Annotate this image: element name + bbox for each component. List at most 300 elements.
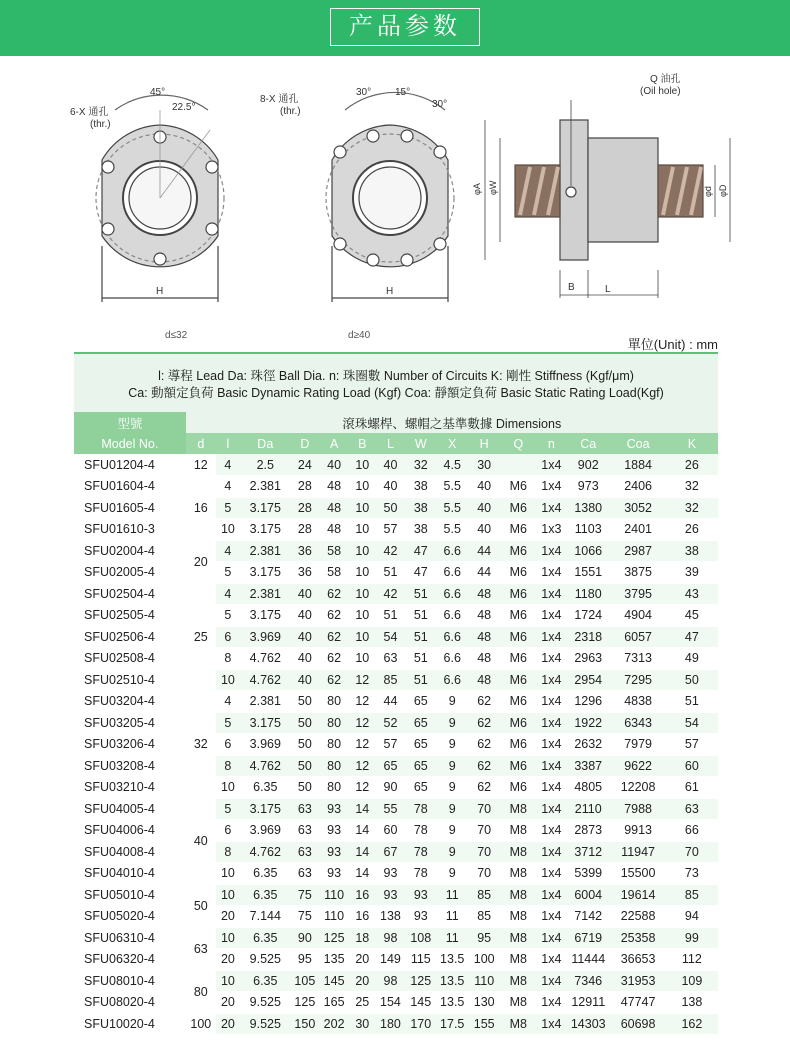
dim-phi-d-small: φd: [703, 186, 713, 197]
value-cell: 6.35: [240, 927, 291, 949]
shaft-diameter-cell: 40: [186, 798, 216, 884]
value-cell: 4.762: [240, 648, 291, 670]
model-cell: SFU03210-4: [74, 777, 186, 799]
value-cell: 40: [291, 605, 319, 627]
flange-drawing-8-hole: [326, 92, 454, 302]
value-cell: 154: [375, 992, 405, 1014]
value-cell: 3875: [610, 562, 665, 584]
value-cell: 40: [375, 454, 405, 476]
value-cell: 51: [406, 648, 436, 670]
value-cell: 6.6: [436, 540, 469, 562]
value-cell: 51: [375, 605, 405, 627]
value-cell: 3.175: [240, 712, 291, 734]
value-cell: 40: [291, 626, 319, 648]
model-cell: SFU03204-4: [74, 691, 186, 713]
shaft-diameter-cell: 63: [186, 927, 216, 970]
left-thr-label: (thr.): [90, 119, 111, 130]
value-cell: 4.762: [240, 841, 291, 863]
value-cell: 145: [319, 970, 349, 992]
value-cell: 3.175: [240, 519, 291, 541]
value-cell: 10: [349, 605, 375, 627]
value-cell: M6: [500, 540, 537, 562]
value-cell: 54: [666, 712, 718, 734]
shaft-diameter-cell: 16: [186, 476, 216, 541]
value-cell: 63: [291, 863, 319, 885]
value-cell: 50: [291, 712, 319, 734]
value-cell: 48: [468, 605, 499, 627]
value-cell: 11: [436, 927, 469, 949]
value-cell: 95: [291, 949, 319, 971]
value-cell: 14: [349, 798, 375, 820]
value-cell: 3795: [610, 583, 665, 605]
value-cell: 54: [375, 626, 405, 648]
value-cell: M6: [500, 562, 537, 584]
value-cell: 73: [666, 863, 718, 885]
value-cell: 58: [319, 540, 349, 562]
value-cell: 9: [436, 863, 469, 885]
value-cell: 40: [291, 648, 319, 670]
value-cell: 2873: [566, 820, 610, 842]
model-cell: SFU01605-4: [74, 497, 186, 519]
value-cell: 6719: [566, 927, 610, 949]
model-cell: SFU01610-3: [74, 519, 186, 541]
value-cell: 2406: [610, 476, 665, 498]
value-cell: 50: [291, 734, 319, 756]
value-cell: 145: [406, 992, 436, 1014]
value-cell: 62: [319, 648, 349, 670]
table-row: [74, 476, 718, 498]
value-cell: 3.175: [240, 562, 291, 584]
value-cell: 1x4: [537, 691, 566, 713]
value-cell: 93: [406, 906, 436, 928]
value-cell: 4: [216, 540, 240, 562]
model-cell: SFU08010-4: [74, 970, 186, 992]
middle-thr-label: (thr.): [280, 106, 301, 117]
value-cell: 162: [666, 1013, 718, 1035]
value-cell: 80: [319, 734, 349, 756]
left-angle-22: 22.5°: [172, 102, 196, 113]
value-cell: 110: [319, 906, 349, 928]
value-cell: 5: [216, 562, 240, 584]
value-cell: M8: [500, 1013, 537, 1035]
column-header-d: d: [186, 433, 216, 454]
value-cell: 61: [666, 777, 718, 799]
value-cell: 58: [319, 562, 349, 584]
model-cell: SFU03206-4: [74, 734, 186, 756]
value-cell: 90: [291, 927, 319, 949]
value-cell: 16: [349, 906, 375, 928]
value-cell: 36653: [610, 949, 665, 971]
column-header-q: Q: [500, 433, 537, 454]
model-cell: SFU02506-4: [74, 626, 186, 648]
value-cell: 5: [216, 605, 240, 627]
value-cell: 1x4: [537, 755, 566, 777]
value-cell: 125: [406, 970, 436, 992]
value-cell: 1x4: [537, 476, 566, 498]
dim-l: L: [605, 284, 611, 295]
dimensions-header: 滾珠螺桿、螺帽之基準數據 Dimensions: [186, 412, 718, 433]
column-header-h: H: [468, 433, 499, 454]
value-cell: 6.35: [240, 884, 291, 906]
value-cell: 125: [291, 992, 319, 1014]
value-cell: 1380: [566, 497, 610, 519]
value-cell: 40: [375, 476, 405, 498]
model-cell: SFU01604-4: [74, 476, 186, 498]
value-cell: 7313: [610, 648, 665, 670]
value-cell: 1x4: [537, 669, 566, 691]
value-cell: 135: [319, 949, 349, 971]
value-cell: 10: [216, 884, 240, 906]
value-cell: 1066: [566, 540, 610, 562]
value-cell: 4.762: [240, 669, 291, 691]
value-cell: 1x4: [537, 949, 566, 971]
value-cell: 138: [666, 992, 718, 1014]
table-row: [74, 605, 718, 627]
value-cell: 62: [319, 669, 349, 691]
value-cell: 47: [406, 540, 436, 562]
value-cell: 13.5: [436, 949, 469, 971]
shaft-diameter-cell: 20: [186, 540, 216, 583]
value-cell: M8: [500, 841, 537, 863]
value-cell: 6.35: [240, 970, 291, 992]
column-header-x: X: [436, 433, 469, 454]
table-row: [74, 949, 718, 971]
value-cell: 9: [436, 841, 469, 863]
value-cell: 1x4: [537, 605, 566, 627]
value-cell: 6.6: [436, 648, 469, 670]
value-cell: 6343: [610, 712, 665, 734]
value-cell: 93: [319, 798, 349, 820]
value-cell: 8: [216, 841, 240, 863]
value-cell: 98: [375, 927, 405, 949]
value-cell: 7.144: [240, 906, 291, 928]
shaft-diameter-cell: 25: [186, 583, 216, 691]
value-cell: 30: [468, 454, 499, 476]
value-cell: 20: [349, 949, 375, 971]
value-cell: 48: [319, 497, 349, 519]
value-cell: 10: [349, 540, 375, 562]
nut-side-view: [485, 100, 730, 298]
value-cell: 48: [468, 583, 499, 605]
value-cell: 99: [666, 927, 718, 949]
model-cell: SFU03208-4: [74, 755, 186, 777]
column-header-k: K: [666, 433, 718, 454]
value-cell: 9: [436, 734, 469, 756]
value-cell: 1884: [610, 454, 665, 476]
value-cell: 7346: [566, 970, 610, 992]
value-cell: 44: [375, 691, 405, 713]
middle-angle-30a: 30°: [356, 87, 372, 98]
table-row: [74, 648, 718, 670]
dim-b: B: [568, 282, 575, 293]
value-cell: 14: [349, 863, 375, 885]
value-cell: 165: [319, 992, 349, 1014]
value-cell: 66: [666, 820, 718, 842]
value-cell: 65: [406, 712, 436, 734]
value-cell: 10: [216, 927, 240, 949]
value-cell: 78: [406, 798, 436, 820]
value-cell: 3.175: [240, 605, 291, 627]
value-cell: 62: [468, 777, 499, 799]
value-cell: 36: [291, 540, 319, 562]
value-cell: 11947: [610, 841, 665, 863]
value-cell: 4: [216, 454, 240, 476]
middle-hole-label: 8-X 通孔: [260, 94, 299, 105]
left-drawing-caption: d≤32: [165, 330, 188, 341]
banner-title: 产品参数: [330, 8, 480, 46]
value-cell: 47747: [610, 992, 665, 1014]
value-cell: 78: [406, 863, 436, 885]
value-cell: 3.969: [240, 734, 291, 756]
value-cell: 109: [666, 970, 718, 992]
value-cell: 5: [216, 712, 240, 734]
value-cell: 5: [216, 798, 240, 820]
table-row: [74, 884, 718, 906]
value-cell: 9622: [610, 755, 665, 777]
left-hole-label: 6-X 通孔: [70, 107, 109, 118]
value-cell: 48: [319, 519, 349, 541]
value-cell: M8: [500, 863, 537, 885]
value-cell: 10: [216, 863, 240, 885]
table-row: [74, 734, 718, 756]
value-cell: 20: [216, 949, 240, 971]
value-cell: M6: [500, 648, 537, 670]
value-cell: 1x4: [537, 841, 566, 863]
value-cell: 3052: [610, 497, 665, 519]
model-cell: SFU02004-4: [74, 540, 186, 562]
value-cell: 3712: [566, 841, 610, 863]
value-cell: 10: [216, 519, 240, 541]
middle-drawing-caption: d≥40: [348, 330, 371, 341]
value-cell: 18: [349, 927, 375, 949]
table-row: [74, 906, 718, 928]
value-cell: 10: [216, 669, 240, 691]
value-cell: 93: [375, 863, 405, 885]
value-cell: 20: [216, 992, 240, 1014]
value-cell: 22588: [610, 906, 665, 928]
model-cell: SFU04010-4: [74, 863, 186, 885]
value-cell: 51: [406, 605, 436, 627]
value-cell: 149: [375, 949, 405, 971]
table-row: [74, 712, 718, 734]
value-cell: 63: [291, 841, 319, 863]
value-cell: 10: [349, 583, 375, 605]
value-cell: 50: [291, 691, 319, 713]
value-cell: 48: [319, 476, 349, 498]
value-cell: 9913: [610, 820, 665, 842]
value-cell: 202: [319, 1013, 349, 1035]
value-cell: 42: [375, 583, 405, 605]
value-cell: 50: [666, 669, 718, 691]
value-cell: 70: [468, 798, 499, 820]
value-cell: 9.525: [240, 992, 291, 1014]
value-cell: 1x4: [537, 497, 566, 519]
value-cell: 20: [349, 970, 375, 992]
value-cell: 78: [406, 820, 436, 842]
value-cell: M6: [500, 605, 537, 627]
value-cell: M6: [500, 777, 537, 799]
value-cell: 55: [375, 798, 405, 820]
value-cell: M8: [500, 906, 537, 928]
value-cell: 30: [349, 1013, 375, 1035]
value-cell: M6: [500, 669, 537, 691]
value-cell: 9: [436, 798, 469, 820]
value-cell: 40: [468, 497, 499, 519]
column-header-coa: Coa: [610, 433, 665, 454]
value-cell: 100: [468, 949, 499, 971]
column-header-d: D: [291, 433, 319, 454]
value-cell: 62: [319, 605, 349, 627]
value-cell: 70: [468, 820, 499, 842]
value-cell: 62: [468, 691, 499, 713]
value-cell: 12: [349, 712, 375, 734]
value-cell: 65: [406, 691, 436, 713]
value-cell: 8: [216, 648, 240, 670]
value-cell: 4.762: [240, 755, 291, 777]
value-cell: 85: [468, 884, 499, 906]
value-cell: 180: [375, 1013, 405, 1035]
value-cell: 1x4: [537, 540, 566, 562]
value-cell: 170: [406, 1013, 436, 1035]
value-cell: 973: [566, 476, 610, 498]
table-row: [74, 970, 718, 992]
value-cell: 93: [406, 884, 436, 906]
value-cell: 65: [406, 755, 436, 777]
value-cell: 28: [291, 519, 319, 541]
value-cell: 6: [216, 734, 240, 756]
value-cell: 65: [406, 777, 436, 799]
value-cell: 90: [375, 777, 405, 799]
value-cell: 80: [319, 777, 349, 799]
value-cell: 1x4: [537, 970, 566, 992]
model-cell: SFU02005-4: [74, 562, 186, 584]
value-cell: 7988: [610, 798, 665, 820]
dim-phi-a: φA: [472, 183, 482, 195]
value-cell: 1x4: [537, 648, 566, 670]
value-cell: 26: [666, 454, 718, 476]
value-cell: 3.175: [240, 798, 291, 820]
value-cell: 10: [349, 562, 375, 584]
value-cell: 50: [375, 497, 405, 519]
value-cell: 38: [406, 497, 436, 519]
value-cell: 10: [216, 777, 240, 799]
value-cell: 9.525: [240, 949, 291, 971]
value-cell: 110: [468, 970, 499, 992]
flange-drawing-6-hole: [96, 95, 224, 302]
value-cell: 1x4: [537, 798, 566, 820]
value-cell: 26: [666, 519, 718, 541]
value-cell: 4: [216, 583, 240, 605]
value-cell: 125: [319, 927, 349, 949]
value-cell: 2.5: [240, 454, 291, 476]
value-cell: 32: [666, 476, 718, 498]
value-cell: 49: [666, 648, 718, 670]
value-cell: 1x4: [537, 734, 566, 756]
value-cell: 5: [216, 497, 240, 519]
value-cell: M6: [500, 583, 537, 605]
value-cell: 17.5: [436, 1013, 469, 1035]
value-cell: 2632: [566, 734, 610, 756]
value-cell: 5399: [566, 863, 610, 885]
abbreviation-legend: [74, 352, 718, 412]
value-cell: 60698: [610, 1013, 665, 1035]
value-cell: 12: [349, 755, 375, 777]
value-cell: 50: [291, 777, 319, 799]
dim-phi-d-large: φD: [718, 184, 728, 197]
value-cell: 65: [375, 755, 405, 777]
value-cell: 5.5: [436, 519, 469, 541]
value-cell: 40: [319, 454, 349, 476]
value-cell: 95: [468, 927, 499, 949]
value-cell: 38: [406, 476, 436, 498]
value-cell: 155: [468, 1013, 499, 1035]
value-cell: 1103: [566, 519, 610, 541]
value-cell: 44: [468, 540, 499, 562]
value-cell: 6.6: [436, 562, 469, 584]
value-cell: 7142: [566, 906, 610, 928]
model-cell: SFU10020-4: [74, 1013, 186, 1035]
value-cell: 2110: [566, 798, 610, 820]
value-cell: M8: [500, 927, 537, 949]
value-cell: 13.5: [436, 970, 469, 992]
value-cell: 2987: [610, 540, 665, 562]
value-cell: 8: [216, 755, 240, 777]
value-cell: 31953: [610, 970, 665, 992]
table-row: [74, 626, 718, 648]
value-cell: 62: [468, 755, 499, 777]
value-cell: M8: [500, 970, 537, 992]
value-cell: 80: [319, 755, 349, 777]
value-cell: 1x4: [537, 992, 566, 1014]
column-header-l: l: [216, 433, 240, 454]
value-cell: 93: [375, 884, 405, 906]
value-cell: 12208: [610, 777, 665, 799]
column-header-a: A: [319, 433, 349, 454]
value-cell: 10: [349, 648, 375, 670]
value-cell: 93: [319, 863, 349, 885]
model-cell: SFU04005-4: [74, 798, 186, 820]
value-cell: 24: [291, 454, 319, 476]
value-cell: 4: [216, 476, 240, 498]
value-cell: 63: [291, 820, 319, 842]
value-cell: 52: [375, 712, 405, 734]
value-cell: 85: [468, 906, 499, 928]
value-cell: 2963: [566, 648, 610, 670]
value-cell: 6.35: [240, 863, 291, 885]
middle-angle-30b: 30°: [432, 99, 448, 110]
value-cell: 6057: [610, 626, 665, 648]
value-cell: 70: [468, 863, 499, 885]
value-cell: 1x4: [537, 906, 566, 928]
value-cell: 6.6: [436, 669, 469, 691]
value-cell: 11444: [566, 949, 610, 971]
value-cell: 47: [406, 562, 436, 584]
value-cell: 10: [349, 519, 375, 541]
value-cell: 50: [291, 755, 319, 777]
value-cell: 3387: [566, 755, 610, 777]
value-cell: 25358: [610, 927, 665, 949]
value-cell: 62: [468, 734, 499, 756]
table-row: [74, 863, 718, 885]
value-cell: 138: [375, 906, 405, 928]
value-cell: 28: [291, 497, 319, 519]
value-cell: 13.5: [436, 992, 469, 1014]
spec-table: [74, 412, 718, 1035]
value-cell: 10: [349, 626, 375, 648]
table-row: [74, 798, 718, 820]
shaft-diameter-cell: 32: [186, 691, 216, 799]
value-cell: M6: [500, 755, 537, 777]
